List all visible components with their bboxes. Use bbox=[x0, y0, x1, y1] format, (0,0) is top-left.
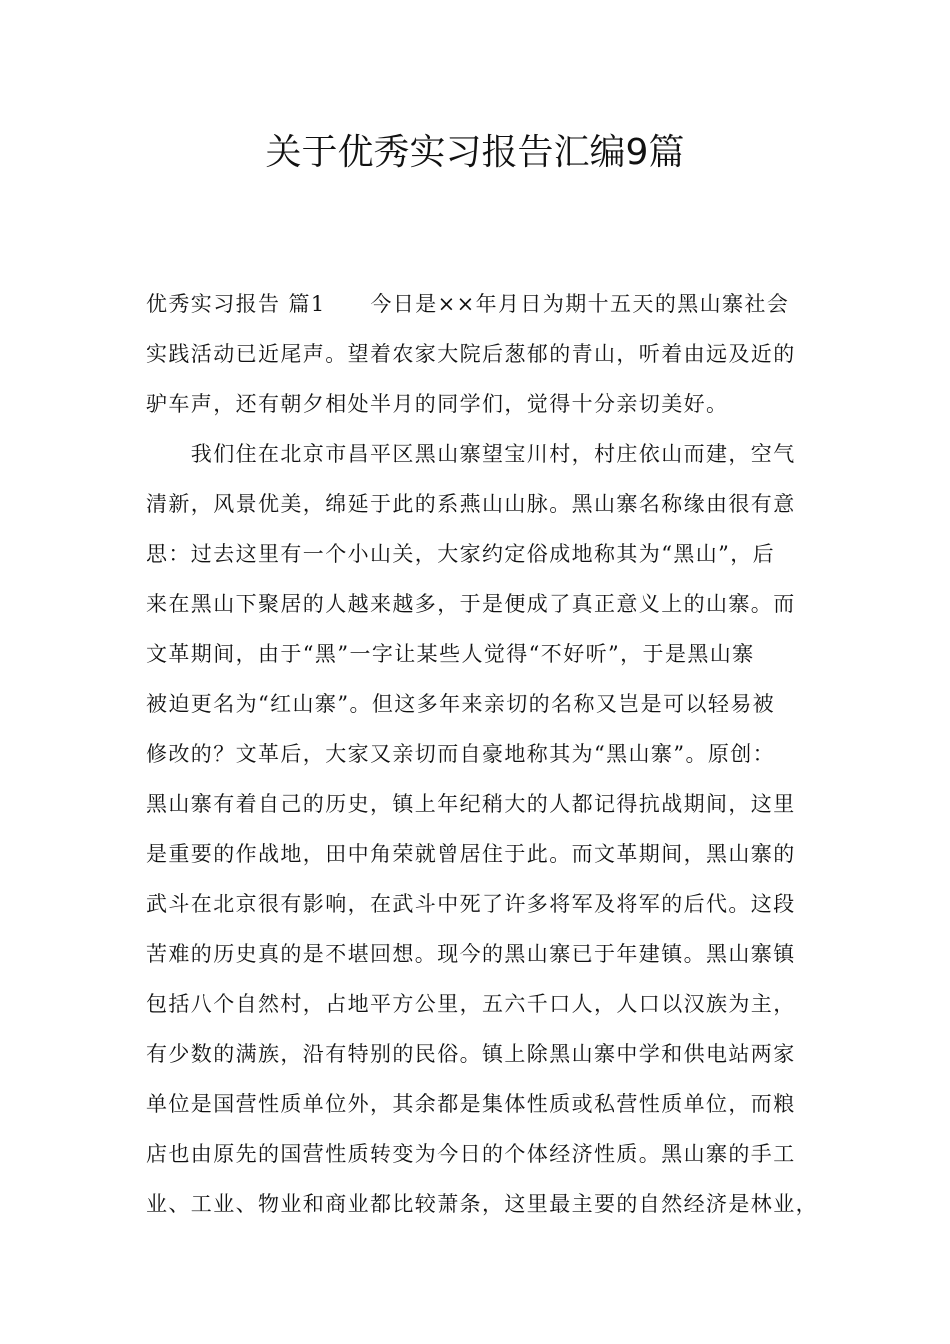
text-line: 有少数的满族，沿有特别的民俗。镇上除黑山寨中学和供电站两家 bbox=[146, 1042, 796, 1066]
text-line: 单位是国营性质单位外，其余都是集体性质或私营性质单位，而粮 bbox=[146, 1092, 796, 1116]
text-line: 文革期间，由于“黑”一字让某些人觉得“不好听”，于是黑山寨 bbox=[146, 642, 755, 666]
text-line: 是重要的作战地，田中角荣就曾居住于此。而文革期间，黑山寨的 bbox=[146, 842, 796, 866]
text-line: 包括八个自然村，占地平方公里，五六千口人，人口以汉族为主， bbox=[146, 992, 796, 1016]
text-line: 来在黑山下聚居的人越来越多，于是便成了真正意义上的山寨。而 bbox=[146, 592, 796, 616]
text-line: 优秀实习报告 篇1 今日是××年月日为期十五天的黑山寨社会 bbox=[146, 292, 790, 316]
text-line: 店也由原先的国营性质转变为今日的个体经济性质。黑山寨的手工 bbox=[146, 1142, 796, 1166]
text-line: 黑山寨有着自己的历史，镇上年纪稍大的人都记得抗战期间，这里 bbox=[146, 792, 796, 816]
text-line: 我们住在北京市昌平区黑山寨望宝川村，村庄依山而建，空气 bbox=[146, 442, 796, 466]
text-line: 清新，风景优美，绵延于此的系燕山山脉。黑山寨名称缘由很有意 bbox=[146, 492, 796, 516]
text-line: 思：过去这里有一个小山关，大家约定俗成地称其为“黑山”，后 bbox=[146, 542, 776, 566]
text-line: 驴车声，还有朝夕相处半月的同学们，觉得十分亲切美好。 bbox=[146, 392, 729, 416]
text-line: 实践活动已近尾声。望着农家大院后葱郁的青山，听着由远及近的 bbox=[146, 342, 796, 366]
text-line: 业、工业、物业和商业都比较萧条，这里最主要的自然经济是林业， bbox=[146, 1192, 818, 1216]
text-line: 苦难的历史真的是不堪回想。现今的黑山寨已于年建镇。黑山寨镇 bbox=[146, 942, 796, 966]
text-line: 修改的？文革后，大家又亲切而自豪地称其为“黑山寨”。原创： bbox=[146, 742, 776, 766]
document-title: 关于优秀实习报告汇编9篇 bbox=[265, 132, 685, 173]
text-line: 被迫更名为“红山寨”。但这多年来亲切的名称又岂是可以轻易被 bbox=[146, 692, 776, 716]
text-line: 武斗在北京很有影响，在武斗中死了许多将军及将军的后代。这段 bbox=[146, 892, 796, 916]
